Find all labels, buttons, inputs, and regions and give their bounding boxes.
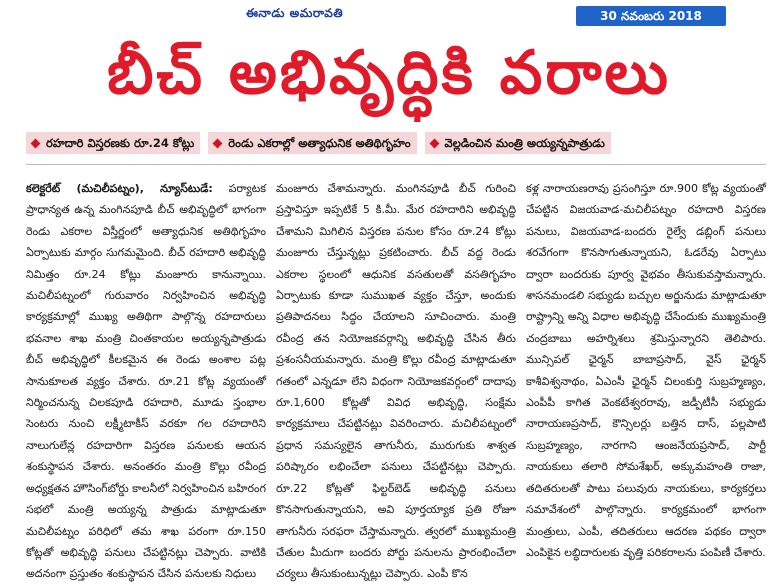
article-column-2 (276, 178, 516, 581)
diamond-bullet-icon (429, 138, 439, 148)
subhead (26, 132, 200, 154)
column-text: మంజూరు చేశామన్నారు. మంగినపూడి బీచ్ గురించి ప్రస్తావిస్తూ ఇప్పటికే 5 కి.మీ. మేర రహదారిని అభివృద్ధి చేశామని మిగిలిన విస్తరణ పనుల కోసం రూ.24 కోట్లు మంజూరు చేస్తున్నట్లు ప్రకటించారు. బీచ్ వద్ద రెండు ఎకరాల స్థలంలో ఆధునిక వసతులతో వసతిగృహం ఏర్పాటుకు కూడా సుముఖత వ్యక్తం చేస్తూ, అందుకు ప్రతిపాదనలు సిద్ధం చేయాలని సూచించారు. మంత్రి రవీంద్ర తన నియోజకవర్గాన్ని అభివృద్ధి చేసిన తీరు ప్రశంసనీయమన్నారు. మంత్రి కొల్లు రవీంద్ర మాట్లాడుతూ గతంలో ఎన్నడూ లేని విధంగా నియోజకవర్గంలో దాదాపు రూ.1,600 కోట్లతో వివిధ అభివృద్ధి, సంక్షేమ కార్యక్రమాలు చేపట్టినట్లు వివరించారు. మచిలీపట్నంలో ప్రధాన సమస్యలైన తాగునీరు, మురుగుకు శాశ్వత పరిష్కారం లభించేలా పనులు చేపట్టినట్లు చెప్పారు. రూ.22 కోట్లతో ఫిల్టర్‌బెడ్ అభివృద్ధి పనులు కొనసాగుతున్నాయని, అవి పూర్తయ్యాక ప్రతి రోజూ తాగునీరు సరఫరా చేస్తామన్నారు. త్వరలో ముఖ్యమంత్రి చేతుల మీదుగా బందరు పోర్టు పనులను ప్రారంభించేలా చర్యలు తీసుకుంటున్నట్లు చెప్పారు. ఎంపీ కొన (276, 182, 516, 581)
article-column-3 (526, 178, 766, 570)
diamond-bullet-icon (213, 138, 223, 148)
date-badge: 30 నవంబరు 2018 (576, 6, 726, 26)
subhead-text: రెండు ఎకరాల్లో అత్యాధునిక అతిథిగృహం (228, 136, 411, 150)
paper-name: ఈనాడు అమరావతి (246, 6, 344, 20)
article-body (26, 178, 766, 581)
subhead-text: రహదారి విస్తరణకు రూ.24 కోట్లు (46, 136, 195, 150)
article-column-1 (26, 178, 267, 581)
subhead (425, 132, 611, 154)
subheads (26, 131, 766, 155)
divider (26, 164, 766, 165)
masthead (0, 0, 775, 118)
headline: బీచ్ అభివృద్ధికి వరాలు (107, 38, 671, 108)
dateline: కలెక్టరేట్ (మచిలీపట్నం), న్యూస్‌టుడే: (26, 182, 213, 195)
subhead-text: వెల్లడించిన మంత్రి అయ్యన్నపాత్రుడు (444, 136, 605, 150)
column-text: పర్యాటక ప్రాధాన్యత ఉన్న మంగినపూడి బీచ్ అభివృద్ధిలో భాగంగా రెండు ఎకరాల విస్తీర్ణంలో అత్యాధునిక అతిథిగృహం ఏర్పాటుకు మార్గం సుగమమైంది. బీచ్ రహదారి అభివృద్ధి నిమిత్తం రూ.24 కోట్లు మంజూరు కానున్నాయి. మచిలీపట్నంలో గురువారం నిర్వహించిన అభివృద్ధి కార్యక్రమాల్లో ముఖ్య అతిథిగా పాల్గొన్న రహదారులు భవనాల శాఖ మంత్రి చింతకాయల అయ్యన్నపాత్రుడు బీచ్ అభివృద్ధిలో కీలకమైన ఈ రెండు అంశాల పట్ల సానుకూలత వ్యక్తం చేశారు. రూ.21 కోట్ల వ్యయంతో నిర్మించనున్న చిలకపూడి రహదారి, మూడు స్తంభాల సెంటరు నుంచి లక్ష్మీటాకీస్ వరకూ గల రహదారిని నాలుగులేన్ల రహదారిగా విస్తరణ పనులకు ఆయన శంకుస్థాపన చేశారు. అనంతరం మంత్రి కొల్లు రవీంద్ర అధ్యక్షతన హౌసింగ్‌బోర్డు కాలనీలో నిర్వహించిన బహిరంగ సభలో మంత్రి అయ్యన్న పాత్రుడు మాట్లాడుతూ మచిలీపట్నం పరిధిలో తమ శాఖ పరంగా రూ.150 కోట్లతో అభివృద్ధి పనులు చేపట్టినట్లు చెప్పారు. వాటికి అదనంగా ప్రస్తుతం శంకుస్థాపన చేసిన పనులకు నిధులు (26, 182, 267, 581)
column-text: కళ్ల నారాయణరావు ప్రసంగిస్తూ రూ.900 కోట్ల వ్యయంతో చేపట్టిన విజయవాడ-మచిలీపట్నం రహదారి విస్తరణ పనులు, విజయవాడ-బందరు రైల్వే డబ్లింగ్ పనులు శరవేగంగా కొనసాగుతున్నాయని, ఓడరేవు ఏర్పాటు ద్వారా బందరుకు పూర్వ వైభవం తీసుకువస్తామన్నారు. శాసనమండలి సభ్యుడు బచ్చుల అర్జునుడు మాట్లాడుతూ రాష్ట్రాన్ని అన్ని విధాల అభివృద్ధి చేసేందుకు ముఖ్యమంత్రి చంద్రబాబు అహర్నిశలు శ్రమిస్తున్నారని తెలిపారు. మున్సిపల్ ఛైర్మన్ బాబాప్రసాద్, వైస్ ఛైర్మన్ కాశీవిశ్వనాథం, ఏఎంసీ ఛైర్మన్ చిలంకుర్తి సుబ్రహ్మణ్యం, ఎంపీపీ కాగిత వెంకటేశ్వరరావు, జడ్పీటీసీ సభ్యుడు నారాయణప్రసాద్, కౌన్సిలర్లు బత్తిన దాస్, పల్లపాటి సుబ్రహ్మణ్యం, నారగాని ఆంజనేయప్రసాద్, పార్టీ నాయకులు తలారి సోమశేఖర్, అక్కుమహంతి రాజా, తదితరులతో పాటు పలువురు నాయకులు, కార్యకర్తలు సమావేశంలో పాల్గొన్నారు. కార్యక్రమంలో భాగంగా మంత్రులు, ఎంపీ, తదితరులు ఆదరణ పథకం ద్వారా ఎంపికైన లబ్ధిదారులకు వృత్తి పరికరాలను పంపిణీ చేశారు. (526, 182, 766, 559)
subhead (208, 132, 416, 154)
diamond-bullet-icon (31, 138, 41, 148)
